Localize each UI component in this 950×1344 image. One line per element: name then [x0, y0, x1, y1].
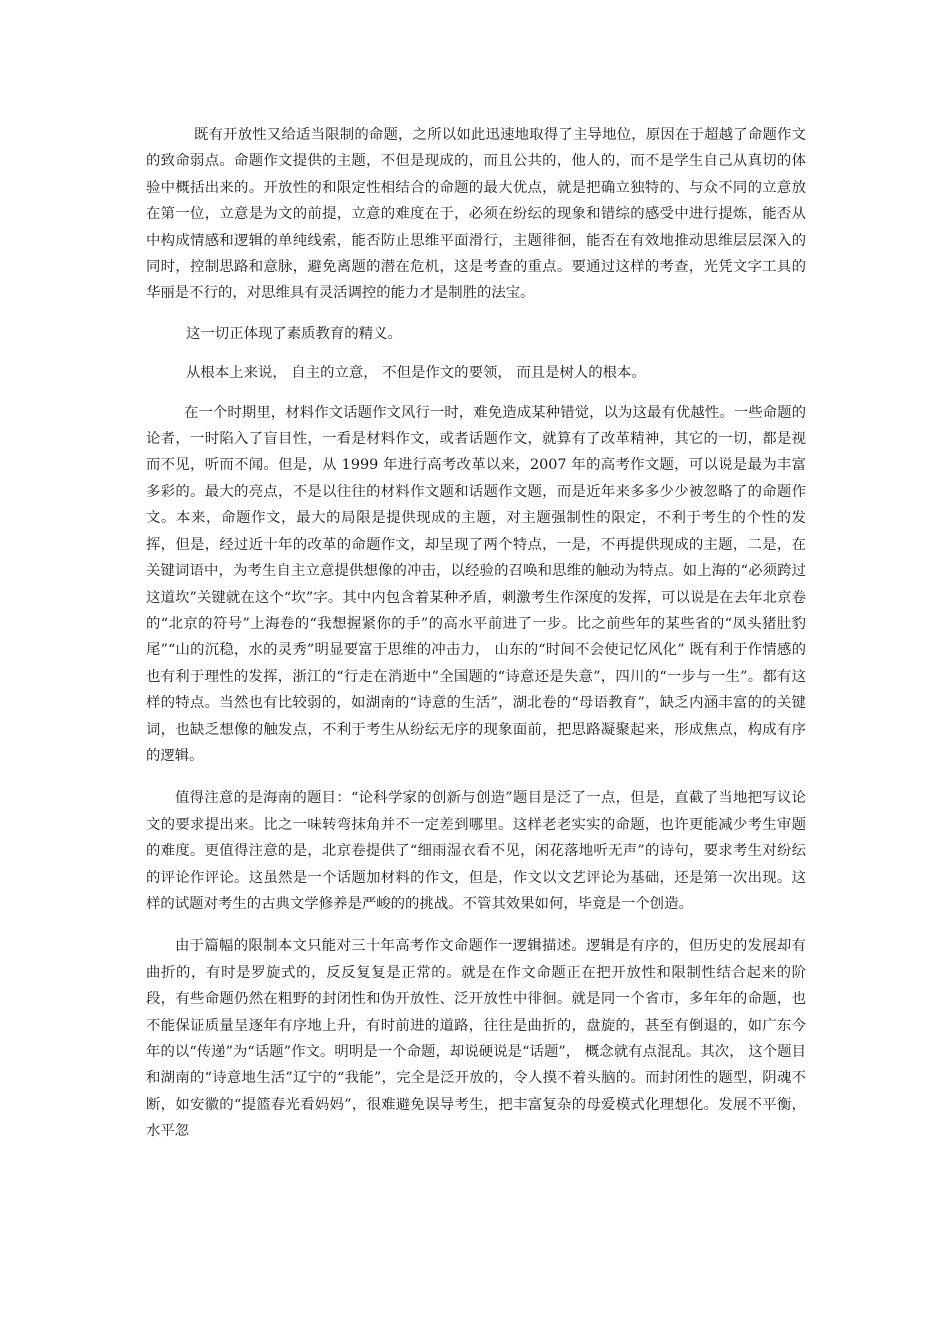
paragraph-material-topic-essays: 在一个时期里，材料作文话题作文风行一时，难免造成某种错觉，以为这最有优越性。一些命题的论者，一时陷入了盲目性，一看是材料作文，或者话题作文，就算有了改革精神，其它的一切，都是视而不见，听而不闻。但是，从 1999 年进行高考改革以来，2007 年的高考作文题，可以说是最为丰富多彩的。最大的亮点，不是以往往的材料作文题和话题作文题，而是近年来多多少少被忽略了的命题作文。本来，命题作文，最大的局限是提供现成的主题，对主题强制性的限定，不利于考生的个性的发挥，但是，经过近十年的改革的命题作文，却呈现了两个特点，一是，不再提供现成的主题，二是，在关键词语中，为考生自主立意提供想像的冲击，以经验的召唤和思维的触动为特点。如上海的“必须跨过这道坎”关键就在这个“坎”字。其中内包含着某种矛盾，刺激考生作深度的发挥，可以说是在去年北京卷的“北京的符号”上海卷的“我想握紧你的手”的高水平前进了一步。比之前些年的某些省的“凤头猪肚豹尾”“山的沉稳，水的灵秀”明显要富于思维的冲击力， 山东的“时间不会使记忆风化” 既有利于作情感的也有利于理性的发挥，浙江的“行走在消逝中”全国题的“诗意还是失意”，四川的“一步与一生”。都有这样的特点。当然也有比较弱的，如湖南的“诗意的生活”，湖北卷的“母语教育”，缺乏内涵丰富的的关键词，也缺乏想像的触发点，不利于考生从纷纭无序的现象面前，把思路凝聚起来，形成焦点，构成有序的逻辑。: [146, 404, 806, 764]
paragraph-open-topic-advantage: 既有开放性又给适当限制的命题，之所以如此迅速地取得了主导地位，原因在于超越了命题作文的致命弱点。命题作文提供的主题，不但是现成的，而且公共的，他人的，而不是学生自己从真切的体验中概括出来的。开放性的和限定性相结合的命题的最大优点，就是把确立独特的、与众不同的立意放在第一位，立意是为文的前提，立意的难度在于，必须在纷纭的现象和错综的感受中进行提炼，能否从中构成情感和逻辑的单纯线索，能否防止思维平面滑行，主题徘徊，能否在有效地推动思维层层深入的同时，控制思路和意脉，避免离题的潜在危机，这是考查的重点。要通过这样的考查，光凭文字工具的华丽是不行的，对思维具有灵活调控的能力才是制胜的法宝。: [146, 127, 806, 302]
paragraph-logical-description: 由于篇幅的限制本文只能对三十年高考作文命题作一逻辑描述。逻辑是有序的，但历史的发展却有曲折的，有时是罗旋式的，反反复复是正常的。就是在作文命题正在把开放性和限制性结合起来的阶段，有些命题仍然在粗野的封闭性和伪开放性、泛开放性中徘徊。就是同一个省市，多年年的命题，也不能保证质量呈逐年有序地上升，有时前进的道路，往往是曲折的，盘旋的，甚至有倒退的，如广东今年的以“传递”为“话题”作文。明明是一个命题，却说硬说是“话题”， 概念就有点混乱。其次， 这个题目和湖南的“诗意地生活”辽宁的“我能”，完全是泛开放的，令人摸不着头脑的。而封闭性的题型，阴魂不断，如安徽的“提篮春光看妈妈”，很难避免误导考生，把丰富复杂的母爱模式化理想化。发展不平衡，水平忽: [146, 938, 806, 1140]
paragraph-fundamental-idea: 从根本上来说， 自主的立意， 不但是作文的要领， 而且是树人的根本。: [186, 365, 646, 382]
paragraph-hainan-beijing-topics: 值得注意的是海南的题目：“论科学家的创新与创造”题目是泛了一点，但是，直截了当地把写议论文的要求提出来。比之一味转弯抹角并不一定差到哪里。这样老老实实的命题，也许更能减少考生审题的难度。更值得注意的是，北京卷提供了“细雨湿衣看不见，闲花落地听无声”的诗句，要求考生对纷纭的评论作评论。这虽然是一个话题加材料的作文，但是，作文以文艺评论为基础，还是第一次出现。这样的试题对考生的古典文学修养是严峻的的挑战。不管其效果如何，毕竟是一个创造。: [146, 790, 806, 912]
document-page: [146, 122, 806, 1145]
paragraph-quality-education: 这一切正体现了素质教育的精义。: [186, 325, 402, 342]
